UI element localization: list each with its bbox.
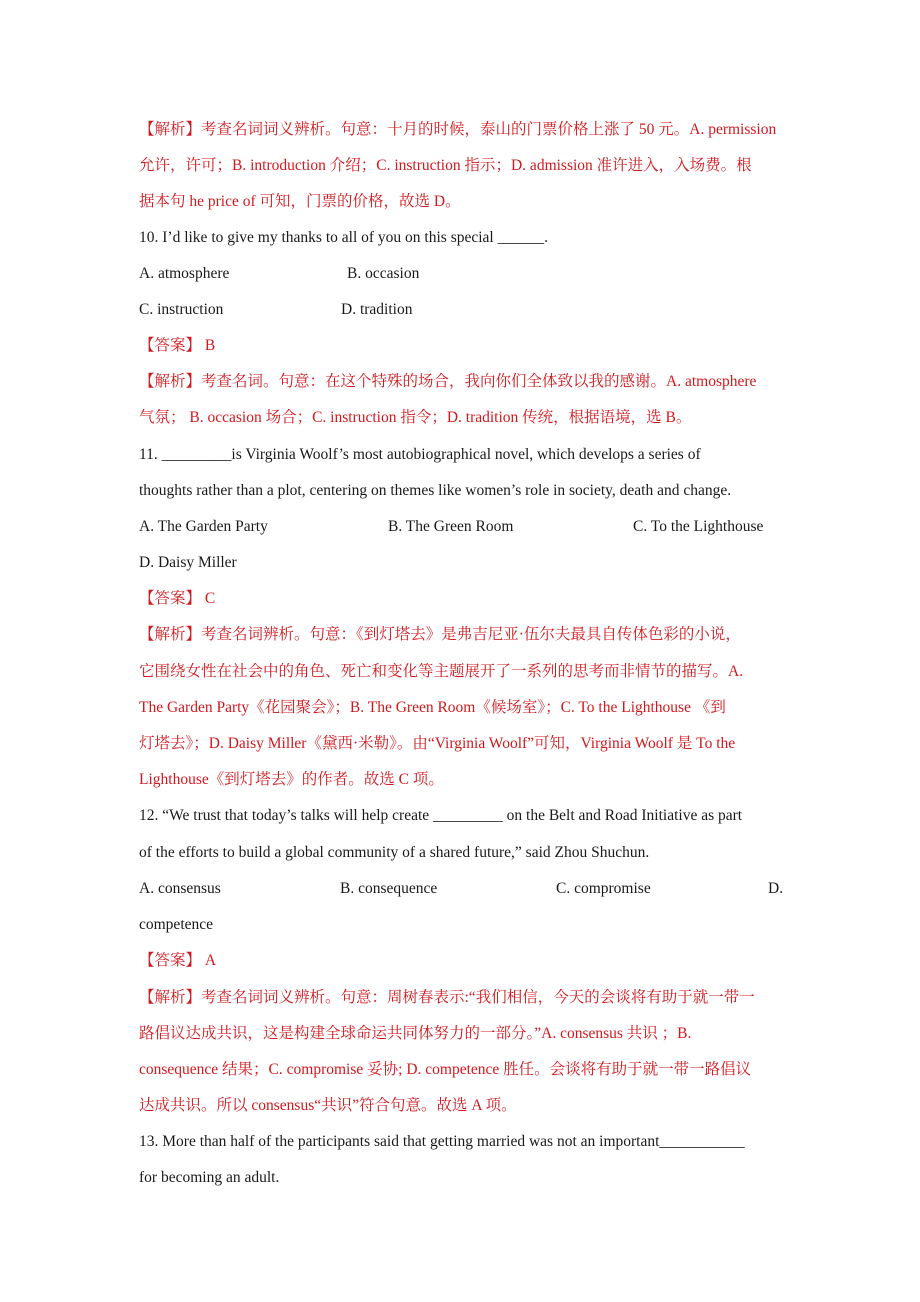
- q10-option-b: B. occasion: [347, 265, 420, 282]
- q11-answer: 【答案】 C: [139, 590, 216, 607]
- q12-answer: 【答案】 A: [139, 952, 217, 969]
- q12-option-d-label: D.: [768, 880, 784, 897]
- q10-explanation-line-2: 气氛； B. occasion 场合；C. instruction 指令；D. tradition 传统，根据语境，选 B。: [139, 409, 692, 426]
- q12-option-b: B. consequence: [340, 880, 438, 897]
- q11-option-b: B. The Green Room: [388, 518, 514, 535]
- q10-option-a: A. atmosphere: [139, 265, 230, 282]
- q10-option-d: D. tradition: [341, 301, 413, 318]
- q9-explanation-line-2: 允许，许可；B. introduction 介绍；C. instruction 指示；D. admission 准许进入，入场费。根: [139, 157, 752, 174]
- q10-explanation-line-1: 【解析】考查名词。句意：在这个特殊的场合，我向你们全体致以我的感谢。A. atmosphere: [139, 373, 757, 390]
- q12-option-a: A. consensus: [139, 880, 221, 897]
- q11-explanation-line-5: Lighthouse《到灯塔去》的作者。故选 C 项。: [139, 771, 444, 788]
- q12-explanation-line-1: 【解析】考查名词词义辨析。句意：周树春表示:“我们相信，今天的会谈将有助于就一带一: [139, 989, 755, 1006]
- q12-stem-line-1: 12. “We trust that today’s talks will help create _________ on the Belt and Road Initiative as part: [139, 807, 743, 824]
- q11-explanation-line-4: 灯塔去》；D. Daisy Miller《黛西·米勒》。由“Virginia Woolf”可知，Virginia Woolf 是 To the: [139, 735, 736, 752]
- q12-explanation-line-3: consequence 结果；C. compromise 妥协; D. competence 胜任。会谈将有助于就一带一路倡议: [139, 1061, 752, 1078]
- q9-explanation-line-3: 据本句 he price of 可知，门票的价格，故选 D。: [139, 193, 461, 210]
- q12-option-c: C. compromise: [556, 880, 651, 897]
- q12-option-d-word: competence: [139, 916, 214, 933]
- q10-stem: 10. I’d like to give my thanks to all of you on this special ______.: [139, 229, 548, 246]
- q11-option-d: D. Daisy Miller: [139, 554, 237, 571]
- q9-explanation-line-1: 【解析】考查名词词义辨析。句意：十月的时候，泰山的门票价格上涨了 50 元。A. permission: [139, 121, 777, 138]
- q12-explanation-line-2: 路倡议达成共识，这是构建全球命运共同体努力的一部分。”A. consensus 共识 ；B.: [139, 1025, 692, 1042]
- q11-stem-line-2: thoughts rather than a plot, centering on themes like women’s role in society, death and change.: [139, 482, 732, 499]
- q11-stem-line-1: 11. _________is Virginia Woolf’s most autobiographical novel, which develops a series of: [139, 446, 701, 463]
- q13-stem-line-2: for becoming an adult.: [139, 1169, 280, 1186]
- q13-stem-line-1: 13. More than half of the participants said that getting married was not an important___________: [139, 1133, 745, 1150]
- q12-explanation-line-4: 达成共识。所以 consensus“共识”符合句意。故选 A 项。: [139, 1097, 517, 1114]
- q10-option-c: C. instruction: [139, 301, 224, 318]
- q11-explanation-line-1: 【解析】考查名词辨析。句意：《到灯塔去》是弗吉尼亚·伍尔夫最具自传体色彩的小说，: [139, 626, 741, 643]
- q11-option-a: A. The Garden Party: [139, 518, 268, 535]
- q11-option-c: C. To the Lighthouse: [633, 518, 764, 535]
- q11-explanation-line-2: 它围绕女性在社会中的角色、死亡和变化等主题展开了一系列的思考而非情节的描写。A.: [139, 663, 744, 680]
- q11-explanation-line-3: The Garden Party《花园聚会》；B. The Green Room《候场室》；C. To the Lighthouse 《到: [139, 699, 726, 716]
- q12-stem-line-2: of the efforts to build a global community of a shared future,” said Zhou Shuchun.: [139, 844, 650, 861]
- q10-answer: 【答案】 B: [139, 337, 216, 354]
